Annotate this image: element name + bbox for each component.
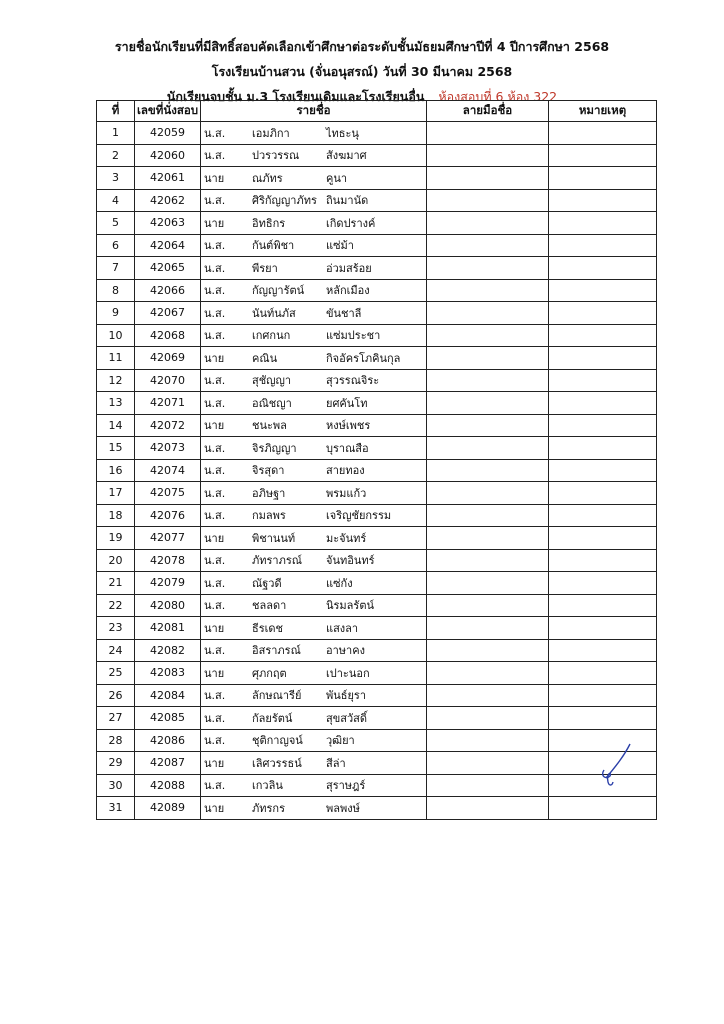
table-row bbox=[97, 302, 657, 325]
first-name: พีรยา bbox=[252, 261, 278, 275]
first-name: กัญญารัตน์ bbox=[252, 284, 305, 298]
remark-cell[interactable] bbox=[549, 684, 657, 707]
signature-cell[interactable] bbox=[427, 392, 549, 415]
student-name bbox=[201, 527, 427, 550]
first-name: ศุภกฤต bbox=[252, 666, 287, 680]
signature-cell[interactable] bbox=[427, 144, 549, 167]
last-name: ขันชาลี bbox=[326, 306, 362, 320]
table-row bbox=[97, 527, 657, 550]
last-name: สังฆมาศ bbox=[326, 149, 367, 163]
name-prefix: น.ส. bbox=[204, 486, 226, 500]
row-number: 27 bbox=[97, 707, 135, 730]
remark-cell[interactable] bbox=[549, 414, 657, 437]
table-row bbox=[97, 572, 657, 595]
seat-number: 42075 bbox=[135, 482, 201, 505]
last-name: นิรมลรัตน์ bbox=[326, 599, 374, 613]
row-number: 3 bbox=[97, 167, 135, 190]
row-number: 21 bbox=[97, 572, 135, 595]
table-row bbox=[97, 617, 657, 640]
remark-cell[interactable] bbox=[549, 324, 657, 347]
name-prefix: นาย bbox=[204, 351, 225, 365]
row-number: 12 bbox=[97, 369, 135, 392]
name-prefix: นาย bbox=[204, 216, 225, 230]
last-name: แซ่ม้า bbox=[326, 239, 354, 253]
signature-cell[interactable] bbox=[427, 797, 549, 820]
name-prefix: นาย bbox=[204, 666, 225, 680]
last-name: อาษาคง bbox=[326, 644, 365, 658]
student-name bbox=[201, 549, 427, 572]
signature-cell[interactable] bbox=[427, 594, 549, 617]
last-name: สายทอง bbox=[326, 464, 365, 478]
document-header bbox=[0, 34, 724, 109]
table-row bbox=[97, 504, 657, 527]
row-number: 14 bbox=[97, 414, 135, 437]
seat-number: 42079 bbox=[135, 572, 201, 595]
last-name: ยศคันโท bbox=[326, 396, 368, 410]
table-row bbox=[97, 167, 657, 190]
first-name: อิทธิกร bbox=[252, 216, 286, 230]
seat-number: 42076 bbox=[135, 504, 201, 527]
table-row bbox=[97, 369, 657, 392]
seat-number: 42062 bbox=[135, 189, 201, 212]
row-number: 13 bbox=[97, 392, 135, 415]
signature-cell[interactable] bbox=[427, 437, 549, 460]
signature-cell[interactable] bbox=[427, 572, 549, 595]
name-prefix: น.ส. bbox=[204, 149, 226, 163]
remark-cell[interactable] bbox=[549, 504, 657, 527]
table-row bbox=[97, 234, 657, 257]
remark-cell[interactable] bbox=[549, 144, 657, 167]
student-name bbox=[201, 279, 427, 302]
row-number: 24 bbox=[97, 639, 135, 662]
row-number: 25 bbox=[97, 662, 135, 685]
row-number: 9 bbox=[97, 302, 135, 325]
signature-cell[interactable] bbox=[427, 662, 549, 685]
row-number: 20 bbox=[97, 549, 135, 572]
table-row bbox=[97, 392, 657, 415]
table-header-row bbox=[97, 101, 657, 122]
seat-number: 42065 bbox=[135, 257, 201, 280]
signature-cell[interactable] bbox=[427, 257, 549, 280]
remark-cell[interactable] bbox=[549, 279, 657, 302]
seat-number: 42063 bbox=[135, 212, 201, 235]
last-name: พลพงษ์ bbox=[326, 801, 360, 815]
first-name: อภิษฐา bbox=[252, 486, 286, 500]
signature-cell[interactable] bbox=[427, 729, 549, 752]
seat-number: 42064 bbox=[135, 234, 201, 257]
student-name bbox=[201, 707, 427, 730]
row-number: 15 bbox=[97, 437, 135, 460]
first-name: กมลพร bbox=[252, 509, 286, 523]
student-name bbox=[201, 459, 427, 482]
first-name: เกศกนก bbox=[252, 329, 291, 343]
seat-number: 42088 bbox=[135, 774, 201, 797]
remark-cell[interactable] bbox=[549, 212, 657, 235]
remark-cell[interactable] bbox=[549, 662, 657, 685]
table-row bbox=[97, 594, 657, 617]
remark-cell[interactable] bbox=[549, 527, 657, 550]
table-row bbox=[97, 797, 657, 820]
student-name bbox=[201, 572, 427, 595]
student-name bbox=[201, 482, 427, 505]
table-row bbox=[97, 752, 657, 775]
student-name bbox=[201, 369, 427, 392]
last-name: แซ่มประชา bbox=[326, 329, 381, 343]
table-row bbox=[97, 729, 657, 752]
row-number: 29 bbox=[97, 752, 135, 775]
last-name: เจริญชัยกรรม bbox=[326, 509, 392, 523]
signature-cell[interactable] bbox=[427, 617, 549, 640]
remark-cell[interactable] bbox=[549, 707, 657, 730]
student-name bbox=[201, 594, 427, 617]
table-row bbox=[97, 774, 657, 797]
table-row bbox=[97, 662, 657, 685]
signature-cell[interactable] bbox=[427, 482, 549, 505]
name-prefix: นาย bbox=[204, 756, 225, 770]
name-prefix: น.ส. bbox=[204, 441, 226, 455]
row-number: 1 bbox=[97, 122, 135, 145]
table-row bbox=[97, 414, 657, 437]
row-number: 23 bbox=[97, 617, 135, 640]
name-prefix: น.ส. bbox=[204, 734, 226, 748]
last-name: สุวรรณจิระ bbox=[326, 374, 380, 388]
last-name: จันทอินทร์ bbox=[326, 554, 375, 568]
table-row bbox=[97, 144, 657, 167]
student-list-table bbox=[96, 100, 657, 820]
first-name: อณิชญา bbox=[252, 396, 292, 410]
student-name bbox=[201, 122, 427, 145]
row-number: 16 bbox=[97, 459, 135, 482]
seat-number: 42083 bbox=[135, 662, 201, 685]
col-header-no: ที่ bbox=[97, 101, 135, 122]
student-name bbox=[201, 189, 427, 212]
name-prefix: น.ส. bbox=[204, 306, 226, 320]
last-name: เปาะนอก bbox=[326, 666, 370, 680]
student-name bbox=[201, 729, 427, 752]
group-label: นักเรียนจบชั้น ม.3 โรงเรียนเดิมและโรงเรียนอื่น bbox=[166, 89, 425, 104]
student-name bbox=[201, 639, 427, 662]
table-row bbox=[97, 257, 657, 280]
signature-cell[interactable] bbox=[427, 212, 549, 235]
name-prefix: น.ส. bbox=[204, 464, 226, 478]
signature-cell[interactable] bbox=[427, 707, 549, 730]
remark-cell[interactable] bbox=[549, 302, 657, 325]
row-number: 26 bbox=[97, 684, 135, 707]
name-prefix: น.ส. bbox=[204, 689, 226, 703]
last-name: บุราณสือ bbox=[326, 441, 369, 455]
last-name: เกิดปรางค์ bbox=[326, 216, 376, 230]
name-prefix: น.ส. bbox=[204, 576, 226, 590]
table-row bbox=[97, 482, 657, 505]
exam-room-label: ห้องสอบที่ 6 ห้อง 322 bbox=[438, 89, 558, 104]
remark-cell[interactable] bbox=[549, 167, 657, 190]
first-name: กันต์พิชา bbox=[252, 239, 295, 253]
col-header-name: รายชื่อ bbox=[201, 101, 427, 122]
seat-number: 42082 bbox=[135, 639, 201, 662]
first-name: กัลยรัตน์ bbox=[252, 711, 293, 725]
seat-number: 42061 bbox=[135, 167, 201, 190]
title-line-1: รายชื่อนักเรียนที่มีสิทธิ์สอบคัดเลือกเข้าศึกษาต่อระดับชั้นมัธยมศึกษาปีที่ 4 ปีการศึกษา 2568 bbox=[114, 39, 610, 54]
last-name: หงษ์เพชร bbox=[326, 419, 371, 433]
table-row bbox=[97, 324, 657, 347]
row-number: 10 bbox=[97, 324, 135, 347]
student-name bbox=[201, 617, 427, 640]
name-prefix: น.ส. bbox=[204, 599, 226, 613]
first-name: ชุติกาญจน์ bbox=[252, 734, 303, 748]
table-row bbox=[97, 122, 657, 145]
student-name bbox=[201, 414, 427, 437]
seat-number: 42080 bbox=[135, 594, 201, 617]
name-prefix: น.ส. bbox=[204, 239, 226, 253]
remark-cell[interactable] bbox=[549, 797, 657, 820]
student-name bbox=[201, 257, 427, 280]
signature-cell[interactable] bbox=[427, 189, 549, 212]
name-prefix: นาย bbox=[204, 171, 225, 185]
student-name bbox=[201, 212, 427, 235]
first-name: ปวรวรรณ bbox=[252, 149, 300, 163]
signature-cell[interactable] bbox=[427, 752, 549, 775]
first-name: จิรภิญญา bbox=[252, 441, 297, 455]
remark-cell[interactable] bbox=[549, 459, 657, 482]
row-number: 6 bbox=[97, 234, 135, 257]
name-prefix: น.ส. bbox=[204, 329, 226, 343]
seat-number: 42085 bbox=[135, 707, 201, 730]
table-row bbox=[97, 189, 657, 212]
signature-cell[interactable] bbox=[427, 122, 549, 145]
student-name bbox=[201, 437, 427, 460]
remark-cell[interactable] bbox=[549, 369, 657, 392]
remark-cell[interactable] bbox=[549, 617, 657, 640]
name-prefix: น.ส. bbox=[204, 779, 226, 793]
first-name: คณิน bbox=[252, 351, 278, 365]
remark-cell[interactable] bbox=[549, 572, 657, 595]
name-prefix: นาย bbox=[204, 801, 225, 815]
last-name: อ่วมสร้อย bbox=[326, 261, 372, 275]
handwritten-mark bbox=[596, 742, 636, 792]
remark-cell[interactable] bbox=[549, 639, 657, 662]
table-row bbox=[97, 212, 657, 235]
seat-number: 42069 bbox=[135, 347, 201, 370]
signature-cell[interactable] bbox=[427, 279, 549, 302]
student-name bbox=[201, 752, 427, 775]
row-number: 11 bbox=[97, 347, 135, 370]
name-prefix: น.ส. bbox=[204, 284, 226, 298]
first-name: จิรสุดา bbox=[252, 464, 285, 478]
signature-cell[interactable] bbox=[427, 234, 549, 257]
row-number: 22 bbox=[97, 594, 135, 617]
last-name: สุขสวัสดิ์ bbox=[326, 711, 367, 725]
last-name: วุฒิยา bbox=[326, 734, 355, 748]
last-name: มะจันทร์ bbox=[326, 531, 367, 545]
seat-number: 42087 bbox=[135, 752, 201, 775]
signature-cell[interactable] bbox=[427, 549, 549, 572]
remark-cell[interactable] bbox=[549, 122, 657, 145]
last-name: หลักเมือง bbox=[326, 284, 370, 298]
name-prefix: นาย bbox=[204, 531, 225, 545]
student-name bbox=[201, 144, 427, 167]
first-name: ภัทรกร bbox=[252, 801, 285, 815]
seat-number: 42077 bbox=[135, 527, 201, 550]
seat-number: 42073 bbox=[135, 437, 201, 460]
row-number: 7 bbox=[97, 257, 135, 280]
first-name: เกวลิน bbox=[252, 779, 283, 793]
row-number: 2 bbox=[97, 144, 135, 167]
seat-number: 42084 bbox=[135, 684, 201, 707]
signature-cell[interactable] bbox=[427, 324, 549, 347]
first-name: ลักษณารีย์ bbox=[252, 689, 302, 703]
first-name: ณัฐวดี bbox=[252, 576, 282, 590]
student-name bbox=[201, 347, 427, 370]
student-name bbox=[201, 324, 427, 347]
seat-number: 42059 bbox=[135, 122, 201, 145]
name-prefix: นาย bbox=[204, 419, 225, 433]
first-name: พิชานนท์ bbox=[252, 531, 296, 545]
row-number: 18 bbox=[97, 504, 135, 527]
table-row bbox=[97, 684, 657, 707]
table-row bbox=[97, 347, 657, 370]
student-name bbox=[201, 684, 427, 707]
table-body bbox=[97, 122, 657, 820]
name-prefix: น.ส. bbox=[204, 711, 226, 725]
student-name bbox=[201, 797, 427, 820]
seat-number: 42081 bbox=[135, 617, 201, 640]
seat-number: 42067 bbox=[135, 302, 201, 325]
table-row bbox=[97, 639, 657, 662]
row-number: 31 bbox=[97, 797, 135, 820]
remark-cell[interactable] bbox=[549, 392, 657, 415]
first-name: อิสราภรณ์ bbox=[252, 644, 301, 658]
first-name: นันท์นภัส bbox=[252, 306, 296, 320]
remark-cell[interactable] bbox=[549, 257, 657, 280]
student-name bbox=[201, 234, 427, 257]
first-name: ชนะพล bbox=[252, 419, 287, 433]
first-name: เอมภิกา bbox=[252, 126, 290, 140]
name-prefix: นาย bbox=[204, 621, 225, 635]
last-name: สีล่า bbox=[326, 756, 346, 770]
first-name: ภัทราภรณ์ bbox=[252, 554, 302, 568]
table-row bbox=[97, 707, 657, 730]
student-name bbox=[201, 662, 427, 685]
seat-number: 42070 bbox=[135, 369, 201, 392]
first-name: สุชัญญา bbox=[252, 374, 292, 388]
col-header-seat: เลขที่นั่งสอบ bbox=[135, 101, 201, 122]
seat-number: 42071 bbox=[135, 392, 201, 415]
first-name: ณภัทร bbox=[252, 171, 283, 185]
first-name: ชลลดา bbox=[252, 599, 287, 613]
student-name bbox=[201, 167, 427, 190]
name-prefix: น.ส. bbox=[204, 509, 226, 523]
signature-cell[interactable] bbox=[427, 684, 549, 707]
row-number: 4 bbox=[97, 189, 135, 212]
name-prefix: น.ส. bbox=[204, 194, 226, 208]
last-name: คูนา bbox=[326, 171, 348, 185]
col-header-signature: ลายมือชื่อ bbox=[427, 101, 549, 122]
first-name: เลิศวรรธน์ bbox=[252, 756, 302, 770]
signature-cell[interactable] bbox=[427, 459, 549, 482]
col-header-remark: หมายเหตุ bbox=[549, 101, 657, 122]
last-name: พันธ์ยุรา bbox=[326, 689, 367, 703]
student-name bbox=[201, 392, 427, 415]
name-prefix: น.ส. bbox=[204, 396, 226, 410]
last-name: กิจอัครโภคินกุล bbox=[326, 351, 401, 365]
remark-cell[interactable] bbox=[549, 347, 657, 370]
row-number: 19 bbox=[97, 527, 135, 550]
signature-cell[interactable] bbox=[427, 347, 549, 370]
student-name bbox=[201, 774, 427, 797]
last-name: ไทธะนุ bbox=[326, 126, 359, 140]
row-number: 17 bbox=[97, 482, 135, 505]
last-name: ถินมานัด bbox=[326, 194, 369, 208]
signature-cell[interactable] bbox=[427, 504, 549, 527]
last-name: แซ่กัง bbox=[326, 576, 353, 590]
signature-cell[interactable] bbox=[427, 639, 549, 662]
signature-cell[interactable] bbox=[427, 167, 549, 190]
seat-number: 42086 bbox=[135, 729, 201, 752]
row-number: 30 bbox=[97, 774, 135, 797]
row-number: 5 bbox=[97, 212, 135, 235]
title-line-2: โรงเรียนบ้านสวน (จั่นอนุสรณ์) วันที่ 30 มีนาคม 2568 bbox=[211, 64, 513, 79]
last-name: แสงลา bbox=[326, 621, 359, 635]
seat-number: 42068 bbox=[135, 324, 201, 347]
remark-cell[interactable] bbox=[549, 549, 657, 572]
signature-cell[interactable] bbox=[427, 414, 549, 437]
row-number: 8 bbox=[97, 279, 135, 302]
seat-number: 42078 bbox=[135, 549, 201, 572]
seat-number: 42072 bbox=[135, 414, 201, 437]
student-name bbox=[201, 504, 427, 527]
name-prefix: น.ส. bbox=[204, 644, 226, 658]
row-number: 28 bbox=[97, 729, 135, 752]
last-name: พรมแก้ว bbox=[326, 486, 367, 500]
signature-cell[interactable] bbox=[427, 369, 549, 392]
seat-number: 42066 bbox=[135, 279, 201, 302]
first-name: ธีรเดช bbox=[252, 621, 283, 635]
table-row bbox=[97, 459, 657, 482]
remark-cell[interactable] bbox=[549, 482, 657, 505]
last-name: สุราษฎร์ bbox=[326, 779, 366, 793]
table-row bbox=[97, 549, 657, 572]
seat-number: 42074 bbox=[135, 459, 201, 482]
name-prefix: น.ส. bbox=[204, 374, 226, 388]
table-row bbox=[97, 279, 657, 302]
name-prefix: น.ส. bbox=[204, 261, 226, 275]
name-prefix: น.ส. bbox=[204, 126, 226, 140]
seat-number: 42089 bbox=[135, 797, 201, 820]
signature-cell[interactable] bbox=[427, 774, 549, 797]
first-name: ศิริกัญญาภัทร bbox=[252, 194, 317, 208]
student-name bbox=[201, 302, 427, 325]
name-prefix: น.ส. bbox=[204, 554, 226, 568]
signature-cell[interactable] bbox=[427, 527, 549, 550]
remark-cell[interactable] bbox=[549, 437, 657, 460]
seat-number: 42060 bbox=[135, 144, 201, 167]
remark-cell[interactable] bbox=[549, 189, 657, 212]
remark-cell[interactable] bbox=[549, 234, 657, 257]
signature-cell[interactable] bbox=[427, 302, 549, 325]
table-row bbox=[97, 437, 657, 460]
remark-cell[interactable] bbox=[549, 594, 657, 617]
